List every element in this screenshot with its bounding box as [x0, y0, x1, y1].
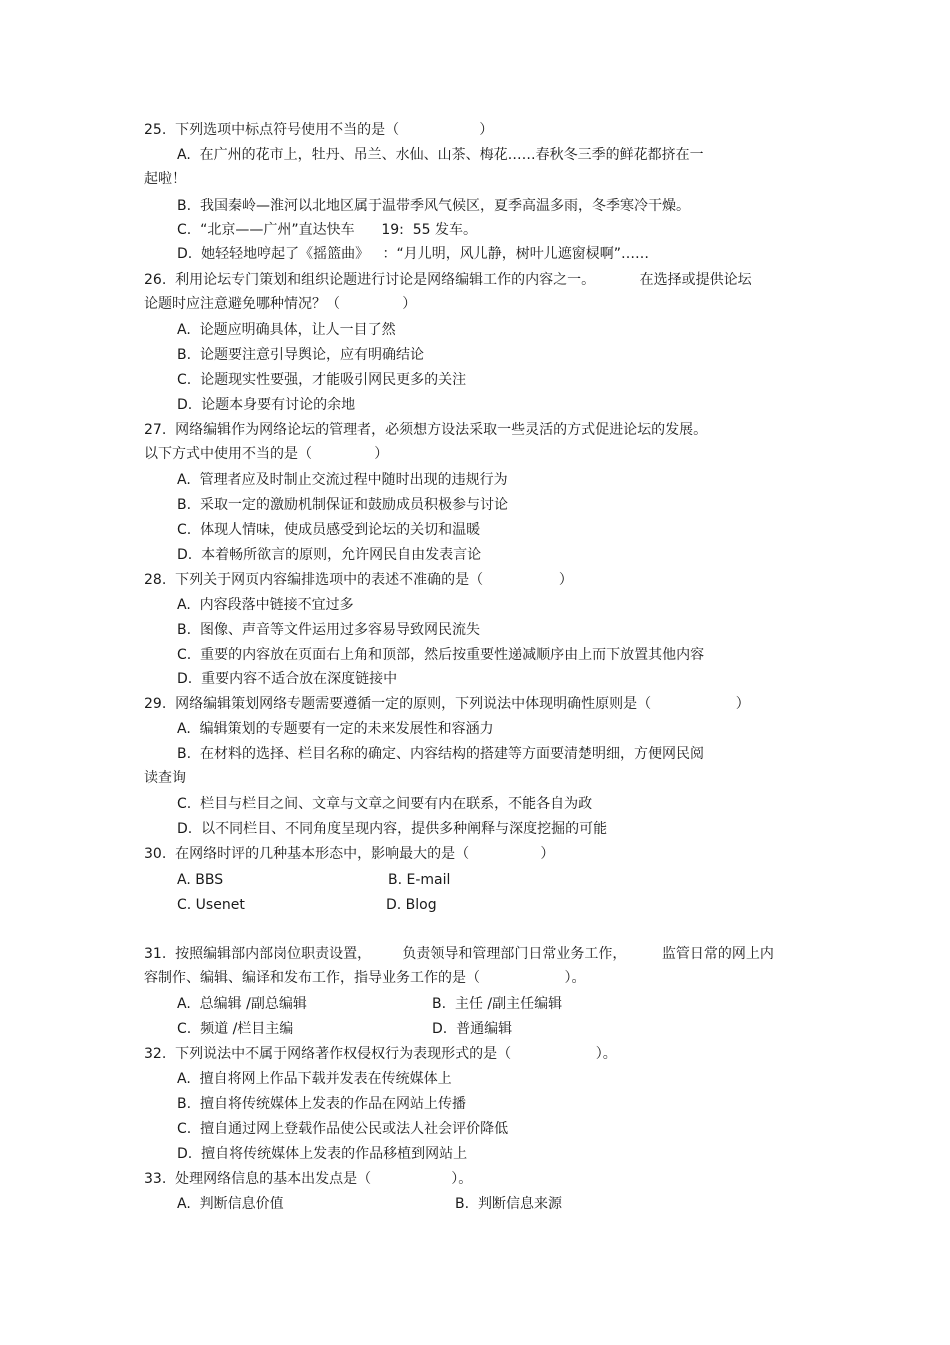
- q32-stem: 32. 下列说法中不属于网络著作权侵权行为表现形式的是（ ）。: [144, 1046, 617, 1062]
- q32-option-d: D. 擅自将传统媒体上发表的作品移植到网站上: [177, 1146, 468, 1162]
- q33-stem: 33. 处理网络信息的基本出发点是（ ）。: [144, 1171, 473, 1187]
- q33-option-b: B. 判断信息来源: [455, 1196, 562, 1212]
- q28-stem: 28. 下列关于网页内容编排选项中的表述不准确的是（ ）: [144, 572, 573, 588]
- q28-option-c: C. 重要的内容放在页面右上角和顶部，然后按重要性递减顺序由上而下放置其他内容: [177, 647, 705, 663]
- q25-option-d: D. 她轻轻地哼起了《摇篮曲》 ：“月儿明，风儿静，树叶儿遮窗棂啊”……: [177, 246, 649, 262]
- q27-option-c: C. 体现人情味，使成员感受到论坛的关切和温暖: [177, 522, 481, 538]
- q28-option-d: D. 重要内容不适合放在深度链接中: [177, 671, 398, 687]
- q26-option-a: A. 论题应明确具体，让人一目了然: [177, 322, 396, 338]
- q30-option-a: A. BBS: [177, 872, 224, 888]
- q31-stem: 31. 按照编辑部内部岗位职责设置， 负责领导和管理部门日常业务工作， 监管日常的网上内: [144, 946, 774, 962]
- q25-stem: 25. 下列选项中标点符号使用不当的是（ ）: [144, 122, 494, 138]
- q29-option-c: C. 栏目与栏目之间、文章与文章之间要有内在联系，不能各自为政: [177, 796, 593, 812]
- q27-stem: 27. 网络编辑作为网络论坛的管理者，必须想方设法采取一些灵活的方式促进论坛的发展。: [144, 422, 708, 438]
- q26-option-d: D. 论题本身要有讨论的余地: [177, 397, 356, 413]
- q28-option-a: A. 内容段落中链接不宜过多: [177, 597, 354, 613]
- q32-option-a: A. 擅自将网上作品下载并发表在传统媒体上: [177, 1071, 452, 1087]
- q31-option-a: A. 总编辑 /副总编辑: [177, 996, 307, 1012]
- q27-stem-cont: 以下方式中使用不当的是（ ）: [144, 446, 389, 462]
- q25-option-a-cont: 起啦！: [144, 171, 186, 187]
- q29-option-b-cont: 读查询: [144, 770, 186, 786]
- q30-option-d: D. Blog: [386, 897, 437, 913]
- q29-option-d: D. 以不同栏目、不同角度呈现内容，提供多种阐释与深度挖掘的可能: [177, 821, 608, 837]
- q27-option-d: D. 本着畅所欲言的原则，允许网民自由发表言论: [177, 547, 482, 563]
- q26-stem: 26. 利用论坛专门策划和组织论题进行讨论是网络编辑工作的内容之一。 在选择或提供论坛: [144, 272, 752, 288]
- q27-option-b: B. 采取一定的激励机制保证和鼓励成员积极参与讨论: [177, 497, 508, 513]
- q26-stem-cont: 论题时应注意避免哪种情况？（ ）: [144, 296, 417, 312]
- q32-option-c: C. 擅自通过网上登载作品使公民或法人社会评价降低: [177, 1121, 509, 1137]
- q28-option-b: B. 图像、声音等文件运用过多容易导致网民流失: [177, 622, 480, 638]
- q33-option-a: A. 判断信息价值: [177, 1196, 284, 1212]
- q31-option-b: B. 主任 /副主任编辑: [432, 996, 563, 1012]
- q26-option-c: C. 论题现实性要强，才能吸引网民更多的关注: [177, 372, 467, 388]
- q25-option-a: A. 在广州的花市上，牡丹、吊兰、水仙、山茶、梅花……春秋冬三季的鲜花都挤在一: [177, 147, 704, 163]
- q26-option-b: B. 论题要注意引导舆论，应有明确结论: [177, 347, 424, 363]
- q30-option-c: C. Usenet: [177, 897, 245, 913]
- q31-stem-cont: 容制作、编辑、编译和发布工作，指导业务工作的是（ ）。: [144, 970, 586, 986]
- q32-option-b: B. 擅自将传统媒体上发表的作品在网站上传播: [177, 1096, 466, 1112]
- q25-option-c: C. “北京——广州”直达快车 19: 55 发车。: [177, 222, 478, 238]
- q30-option-b: B. E-mail: [388, 872, 451, 888]
- q27-option-a: A. 管理者应及时制止交流过程中随时出现的违规行为: [177, 472, 508, 488]
- q31-option-c: C. 频道 /栏目主编: [177, 1021, 294, 1037]
- q30-stem: 30. 在网络时评的几种基本形态中，影响最大的是（ ）: [144, 846, 555, 862]
- q29-option-b: B. 在材料的选择、栏目名称的确定、内容结构的搭建等方面要清楚明细，方便网民阅: [177, 746, 704, 762]
- q25-option-b: B. 我国秦岭—淮河以北地区属于温带季风气候区，夏季高温多雨，冬季寒冷干燥。: [177, 198, 690, 214]
- q29-option-a: A. 编辑策划的专题要有一定的未来发展性和容涵力: [177, 721, 494, 737]
- q29-stem: 29. 网络编辑策划网络专题需要遵循一定的原则，下列说法中体现明确性原则是（ ）: [144, 696, 750, 712]
- q31-option-d: D. 普通编辑: [432, 1021, 513, 1037]
